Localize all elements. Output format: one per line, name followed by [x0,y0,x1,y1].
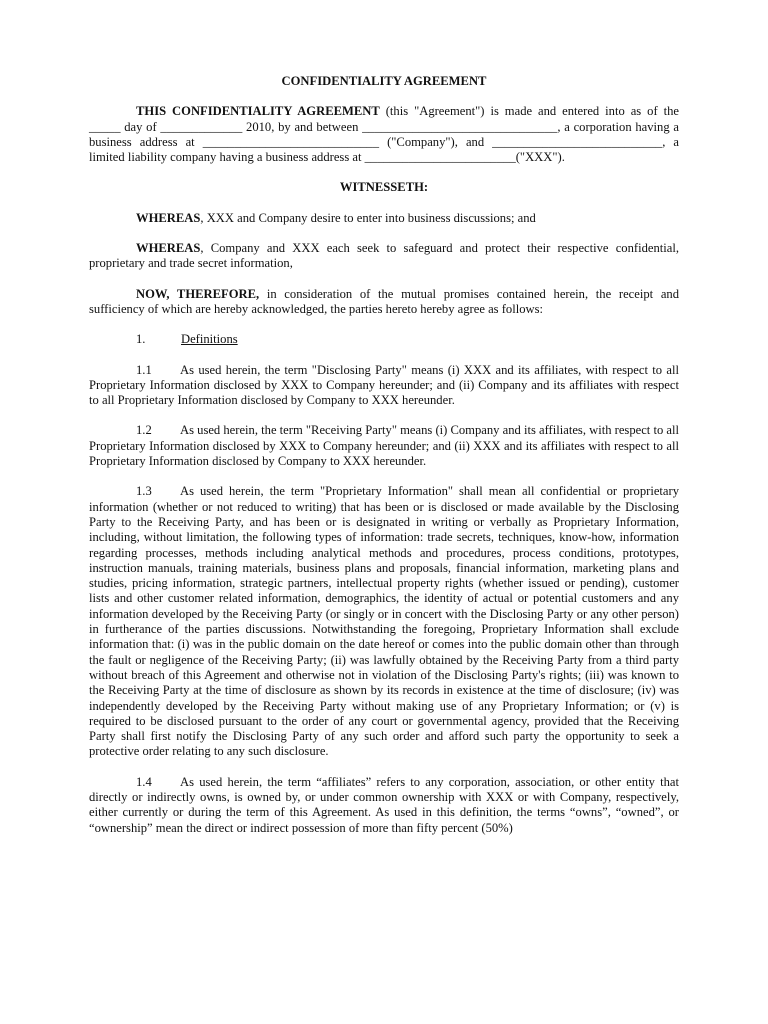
whereas-1-lead: WHEREAS [136,210,201,225]
clause-number: 1.1 [136,362,152,377]
intro-text: (this "Agreement") is made and entered into as of the _____ day of _____________ 2010, by and between _______________________________, a corporation having a business address at ____________________________ ("Company"), and ___________________________, a limited liability company having a business address at ________________________("XXX"). [89,104,679,165]
section-heading-definitions [136,332,679,347]
section-label: Definitions [181,332,238,347]
clause-text: As used herein, the term “affiliates” refers to any corporation, association, or other entity that directly or indirectly owns, is owned by, or under common ownership with XXX or with Company, respectively, either currently or during the term of this Agreement. As used in this definition, the terms “owns”, “owned”, or “ownership” mean the direct or indirect possession of more than fifty percent (50%) [89,774,679,835]
clause-1-4 [89,775,679,836]
clause-1-3 [89,484,679,759]
document-title: CONFIDENTIALITY AGREEMENT [281,74,487,88]
clause-number: 1.3 [136,484,152,499]
clause-text: As used herein, the term "Disclosing Party" means (i) XXX and its affiliates, with respect to all Proprietary Information disclosed by XXX to Company hereunder; and (ii) Company and its affiliates with respect to all Proprietary Information disclosed by Company to XXX hereunder. [89,362,679,408]
witnesseth-heading: WITNESSETH: [339,180,429,195]
intro-paragraph [89,104,679,165]
clause-number: 1.4 [136,774,152,789]
whereas-1-text: , XXX and Company desire to enter into business discussions; and [200,210,536,225]
now-therefore-text: in consideration of the mutual promises contained herein, the receipt and sufficiency of which are hereby acknowledged, the parties hereto hereby agree as follows: [89,286,679,316]
whereas-paragraph-2 [89,241,679,272]
whereas-2-lead: WHEREAS [136,241,201,256]
section-number: 1. [136,332,146,347]
clause-number: 1.2 [136,423,152,438]
clause-1-2 [89,423,679,469]
clause-text: As used herein, the term "Receiving Party" means (i) Company and its affiliates, with respect to all Proprietary Information disclosed by XXX to Company hereunder; and (ii) XXX and its affiliates with respect to all Proprietary Information disclosed by Company to XXX hereunder. [89,423,679,469]
now-therefore-paragraph [89,287,679,318]
intro-lead: THIS CONFIDENTIALITY AGREEMENT [136,104,380,119]
whereas-paragraph-1 [89,211,679,226]
now-therefore-lead: NOW, THEREFORE, [136,286,260,301]
clause-1-1 [89,363,679,409]
whereas-2-text: , Company and XXX each seek to safeguard and protect their respective confidential, proprietary and trade secret information, [89,241,679,271]
document-page [89,74,679,851]
clause-text: As used herein, the term "Proprietary Information" shall mean all confidential or proprietary information (whether or not reduced to writing) that has been or is disclosed or made available by the Disclosing Party to the Receiving Party, and has been or is designated in writing or verbally as Proprietary Information, including, without limitation, the following types of information: trade secrets, techniques, know-how, information regarding processes, methods including analytical methods and procedures, process conditions, prototypes, instruction manuals, training materials, business plans and proposals, financial information, marketing plans and studies, pricing information, strategic partners, intellectual property rights (whether issued or pending), customer lists and other customer related information, demographics, the identity of actual or potential customers and any information developed by the Receiving Party (or singly or in concert with the Disclosing Party or any other person) in furtherance of the parties discussions. Notwithstanding the foregoing, Proprietary Information shall exclude information that: (i) was in the public domain on the date hereof or comes into the public domain other than through the fault or negligence of the Receiving Party; (ii) was lawfully obtained by the Receiving Party from a third party without breach of this Agreement and otherwise not in violation of the Disclosing Party's rights; (iii) was known to the Receiving Party at the time of disclosure as shown by its records in existence at the time of disclosure; (iv) was independently developed by the Receiving Party without making use of any Proprietary Information; or (v) is required to be disclosed pursuant to the order of any court or governmental agency, provided that the Receiving Party shall first notify the Disclosing Party of any such order and afford such party the opportunity to seek a protective order relating to any such disclosure. [89,484,679,759]
